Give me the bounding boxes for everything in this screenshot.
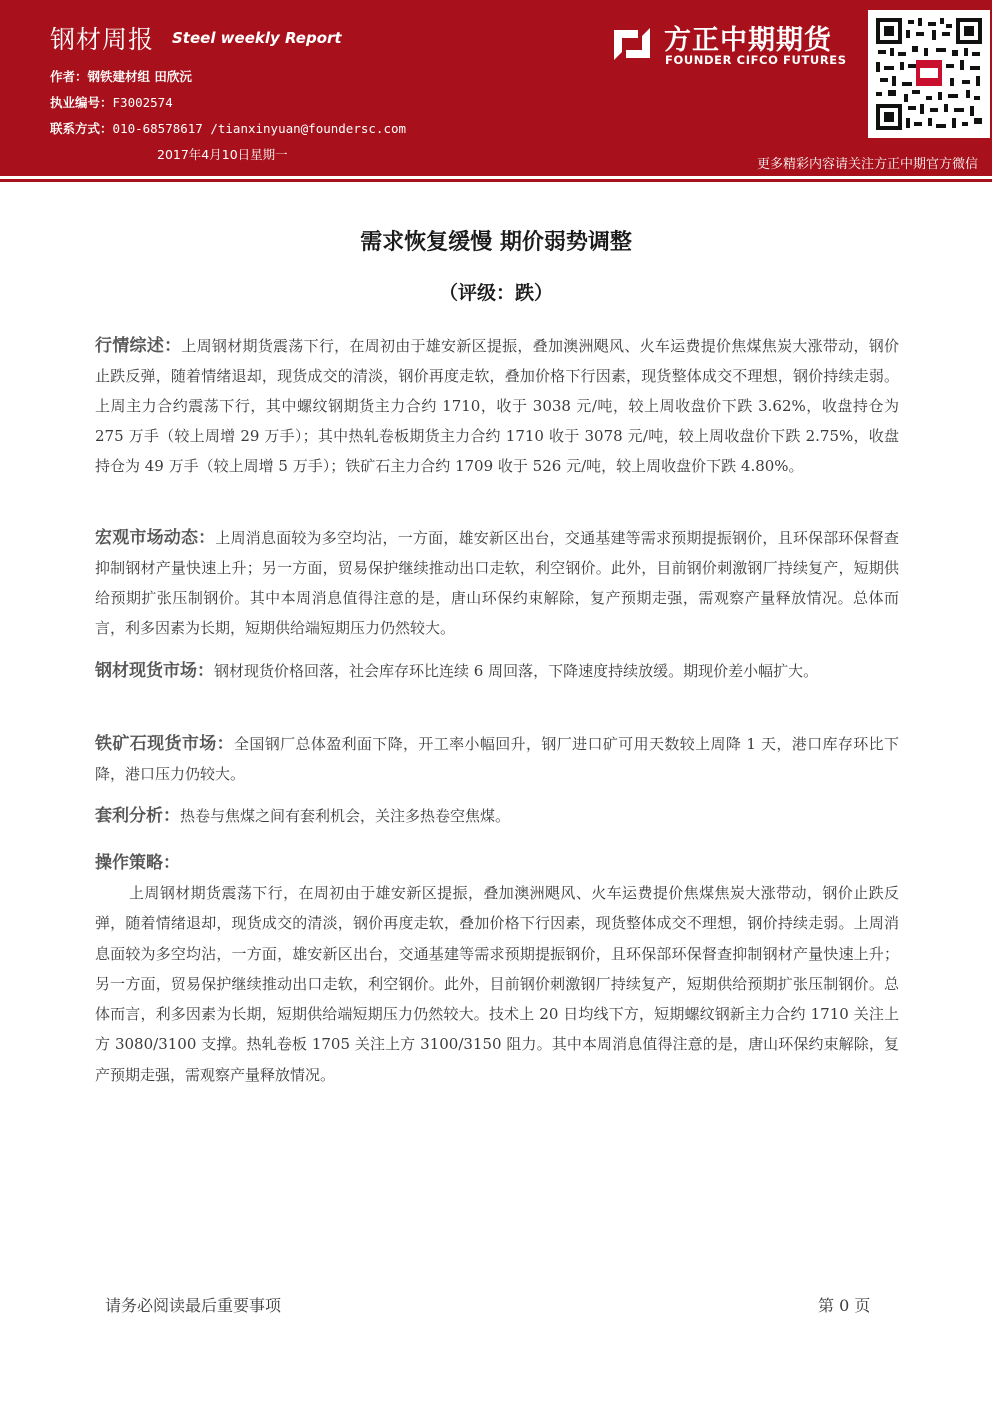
- section-steel-spot-market: [95, 656, 899, 686]
- section-heading: 套利分析：: [95, 806, 180, 826]
- wechat-follow-note: 更多精彩内容请关注方正中期官方微信: [756, 157, 978, 172]
- section-heading: 钢材现货市场：: [95, 661, 214, 681]
- company-logo: [608, 18, 863, 68]
- qr-code-icon: [876, 18, 982, 130]
- report-series-subtitle: Steel weekly Report: [172, 29, 342, 47]
- logo-chinese-name: 方正中期期货: [664, 25, 832, 56]
- strategy-body: 上周钢材期货震荡下行，在周初由于雄安新区提振，叠加澳洲飓风、火车运费提价焦煤焦炭大涨带动，钢价止跌反弹，随着情绪退却，现货成交的清淡，钢价再度走软，叠加价格下行因素，现货整体成交不理想，钢价持续走弱。上周消息面较为多空均沾，一方面，雄安新区出台，交通基建等需求预期提振钢价，且环保部环保督查抑制钢材产量快速上升；另一方面，贸易保护继续推动出口走软，利空钢价。此外，目前钢价刺激钢厂持续复产，短期供给预期扩张压制钢价。总体而言，利多因素为长期，短期供给端短期压力仍然较大。技术上 20 日均线下方，短期螺纹钢新主力合约 1710 关注上方 3080/3100 支撑。热轧卷板 1705 关注上方 3100/3150 阻力。其中本周消息值得注意的是，唐山环保约束解除，复产预期走强，需观察产量释放情况。: [95, 884, 899, 1084]
- section-body: 上周钢材期货震荡下行，在周初由于雄安新区提振，叠加澳洲飓风、火车运费提价焦煤焦炭大涨带动，钢价止跌反弹，随着情绪退却，现货成交的清淡，钢价再度走软，叠加价格下行因素，现货整体成交不理想，钢价持续走弱。上周主力合约震荡下行，其中螺纹钢期货主力合约 1710，收于 3038 元/吨，较上周收盘价下跌 3.62%，收盘持仓为 275 万手（较上周增 29 万手）；其中热轧卷板期货主力合约 1710 收于 3078 元/吨，较上周收盘价下跌 2.75%，收盘持仓为 49 万手（较上周增 5 万手）；铁矿石主力合约 1709 收于 526 元/吨，较上周收盘价下跌 4.80%。: [95, 337, 899, 475]
- author-value: 钢铁建材组 田欣沅: [87, 69, 192, 84]
- author-line: [50, 67, 192, 85]
- contact-line: [50, 119, 406, 137]
- section-heading: 宏观市场动态：: [95, 528, 216, 548]
- founder-logo-icon: [608, 22, 656, 66]
- section-market-overview: [95, 331, 899, 481]
- section-body: 热卷与焦煤之间有套利机会，关注多热卷空焦煤。: [180, 807, 511, 825]
- license-label: 执业编号：: [50, 95, 113, 110]
- section-body: 钢材现货价格回落，社会库存环比连续 6 周回落，下降速度持续放缓。期现价差小幅扩大。: [214, 662, 819, 680]
- license-value: F3002574: [112, 95, 173, 110]
- page-number: 第 0 页: [818, 1296, 871, 1315]
- footer-disclaimer-note: 请务必阅读最后重要事项: [105, 1296, 282, 1315]
- rating-label: （评级：跌）: [438, 282, 553, 304]
- header-rule-line: [0, 179, 992, 182]
- license-line: [50, 93, 173, 111]
- report-series-title: 钢材周报: [50, 25, 155, 54]
- document-title: 需求恢复缓慢 期价弱势调整: [360, 230, 632, 255]
- report-date: 2017年4月10日星期一: [157, 147, 288, 162]
- section-heading: 铁矿石现货市场：: [95, 734, 234, 754]
- contact-value: 010-68578617 /tianxinyuan@foundersc.com: [112, 121, 407, 136]
- author-label: 作者：: [50, 69, 88, 84]
- section-arbitrage-analysis: [95, 801, 899, 831]
- section-body: 全国钢厂总体盈利面下降，开工率小幅回升，钢厂进口矿可用天数较上周降 1 天，港口库存环比下降，港口压力仍较大。: [95, 735, 899, 783]
- section-heading: 行情综述：: [95, 336, 182, 356]
- section-iron-ore-spot-market: [95, 729, 899, 789]
- wechat-qr-code: [868, 10, 990, 138]
- report-header: [0, 0, 992, 176]
- logo-english-name: FOUNDER CIFCO FUTURES: [665, 53, 847, 67]
- section-macro-dynamics: [95, 523, 899, 643]
- section-body: 上周消息面较为多空均沾，一方面，雄安新区出台，交通基建等需求预期提振钢价，且环保部环保督查抑制钢材产量快速上升；另一方面，贸易保护继续推动出口走软，利空钢价。此外，目前钢价刺激钢厂持续复产，短期供给预期扩张压制钢价。其中本周消息值得注意的是，唐山环保约束解除，复产预期走强，需观察产量释放情况。总体而言，利多因素为长期，短期供给端短期压力仍然较大。: [95, 529, 899, 637]
- contact-label: 联系方式：: [50, 121, 113, 136]
- strategy-heading: 操作策略：: [95, 853, 180, 873]
